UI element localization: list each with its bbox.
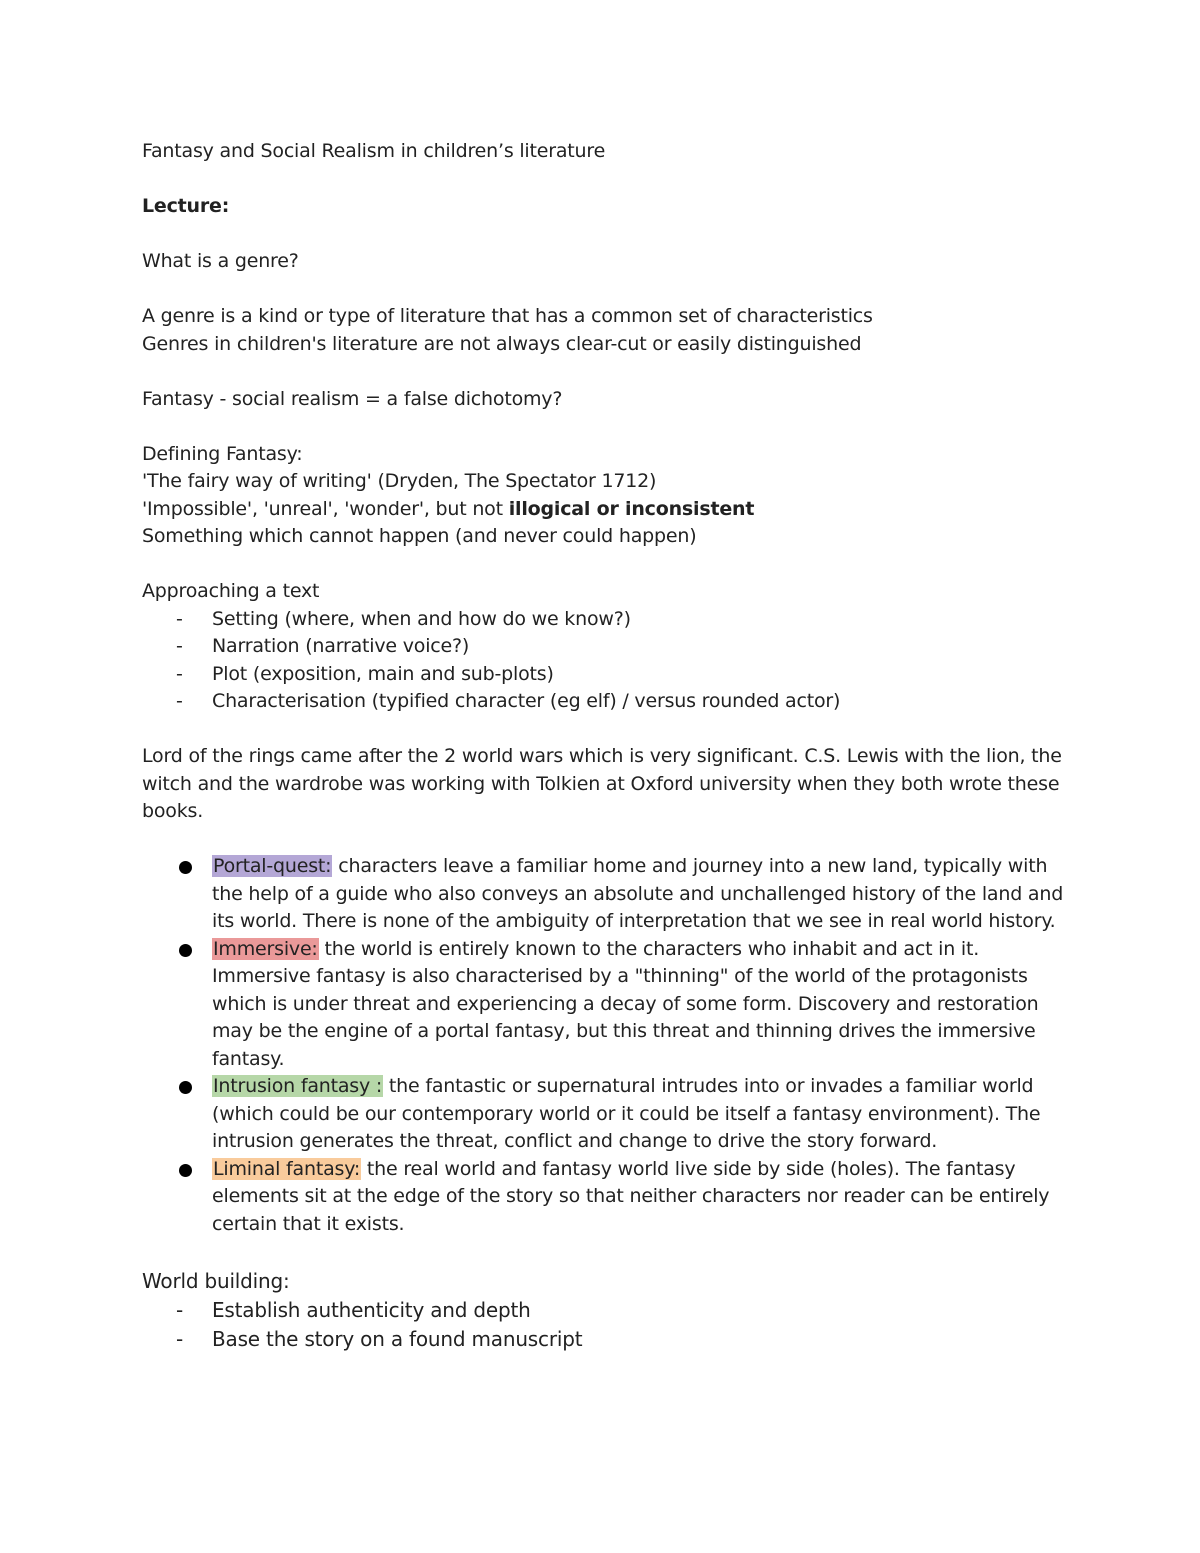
fantasy-type-immersive — [142, 936, 1072, 1074]
bullet-icon — [179, 944, 192, 957]
defining-fantasy-line-2-text: 'Impossible', 'unreal', 'wonder', but not — [142, 497, 509, 520]
defining-fantasy-heading: Defining Fantasy: — [142, 442, 303, 465]
approaching-heading: Approaching a text — [142, 580, 320, 602]
bullet-icon — [179, 861, 192, 874]
genre-definition-2: Genres in children's literature are not always clear-cut or easily distinguished — [142, 332, 862, 355]
fantasy-type-intrusion — [142, 1073, 1072, 1156]
world-building-list — [142, 1296, 1072, 1354]
bullet-icon — [179, 1164, 192, 1177]
list-item-text: Establish authenticity and depth — [212, 1298, 531, 1322]
dash-marker: - — [176, 690, 183, 712]
defining-fantasy-line-1: 'The fairy way of writing' (Dryden, The Spectator 1712) — [142, 470, 657, 492]
list-item — [142, 1296, 1072, 1325]
portal-quest-term: Portal-quest: — [213, 855, 332, 877]
list-item — [142, 606, 1072, 634]
intrusion-term: Intrusion fantasy : — [213, 1075, 383, 1097]
fantasy-type-portal — [142, 853, 1072, 936]
list-item — [142, 633, 1072, 661]
immersive-text: the world is entirely known to the characters who inhabit and act in it. Immersive fantasy is also characterised by a "thinning" of the world of the protagonists which is under threat and experiencing a decay of some form. Discovery and restoration may be the engine of a portal fantasy, but this threat and thinning drives the immersive fantasy. — [212, 937, 1039, 1070]
defining-fantasy-line-3: Something which cannot happen (and never could happen) — [142, 525, 697, 547]
intrusion-text: the fantastic or supernatural intrudes into or invades a familiar world (which could be our contemporary world or it could be itself a fantasy environment). The intrusion generates the threat, conflict and change to drive the story forward. — [212, 1075, 1041, 1152]
dash-marker: - — [176, 635, 183, 657]
portal-quest-text: characters leave a familiar home and journey into a new land, typically with the help of a guide who also conveys an absolute and unchallenged history of the land and its world. There is none of the ambiguity of interpretation that we see in real world history. — [212, 855, 1064, 932]
dash-marker: - — [176, 607, 183, 630]
list-item — [142, 1325, 1072, 1354]
liminal-text: the real world and fantasy world live side by side (holes). The fantasy elements sit at the edge of the story so that neither characters nor reader can be entirely certain that it exists. — [212, 1157, 1050, 1235]
defining-fantasy-emphasis: illogical or inconsistent — [508, 497, 755, 520]
document-content — [142, 138, 1072, 1354]
genre-definition-1: A genre is a kind or type of literature that has a common set of characteristics — [142, 305, 873, 327]
approaching-list — [142, 606, 1072, 716]
tolkien-paragraph: Lord of the rings came after the 2 world wars which is very significant. C.S. Lewis with the lion, the witch and the wardrobe was working with Tolkien at Oxford university when they both wrote these books. — [142, 745, 1062, 822]
list-item-text: Base the story on a found manuscript — [212, 1327, 583, 1351]
defining-fantasy-line-2 — [142, 496, 1072, 524]
list-item-text: Setting (where, when and how do we know?) — [212, 607, 631, 630]
immersive-term: Immersive: — [213, 937, 318, 960]
world-building-heading: World building: — [142, 1269, 290, 1293]
lecture-heading: Lecture: — [142, 195, 230, 217]
dash-marker: - — [176, 1327, 184, 1351]
bullet-icon — [179, 1081, 192, 1094]
liminal-term: Liminal fantasy: — [213, 1157, 361, 1180]
list-item — [142, 661, 1072, 689]
dash-marker: - — [176, 662, 183, 685]
genre-question: What is a genre? — [142, 250, 299, 272]
world-building-section — [142, 1267, 1072, 1354]
fantasy-type-liminal — [142, 1156, 1072, 1239]
list-item-text: Characterisation (typified character (eg elf) / versus rounded actor) — [212, 690, 841, 712]
dash-marker: - — [176, 1298, 184, 1322]
document-title: Fantasy and Social Realism in children’s literature — [142, 140, 606, 162]
dichotomy-question: Fantasy - social realism = a false dichotomy? — [142, 387, 563, 410]
list-item — [142, 688, 1072, 716]
list-item-text: Narration (narrative voice?) — [212, 635, 470, 657]
list-item-text: Plot (exposition, main and sub-plots) — [212, 662, 554, 685]
fantasy-types-list — [142, 853, 1072, 1238]
